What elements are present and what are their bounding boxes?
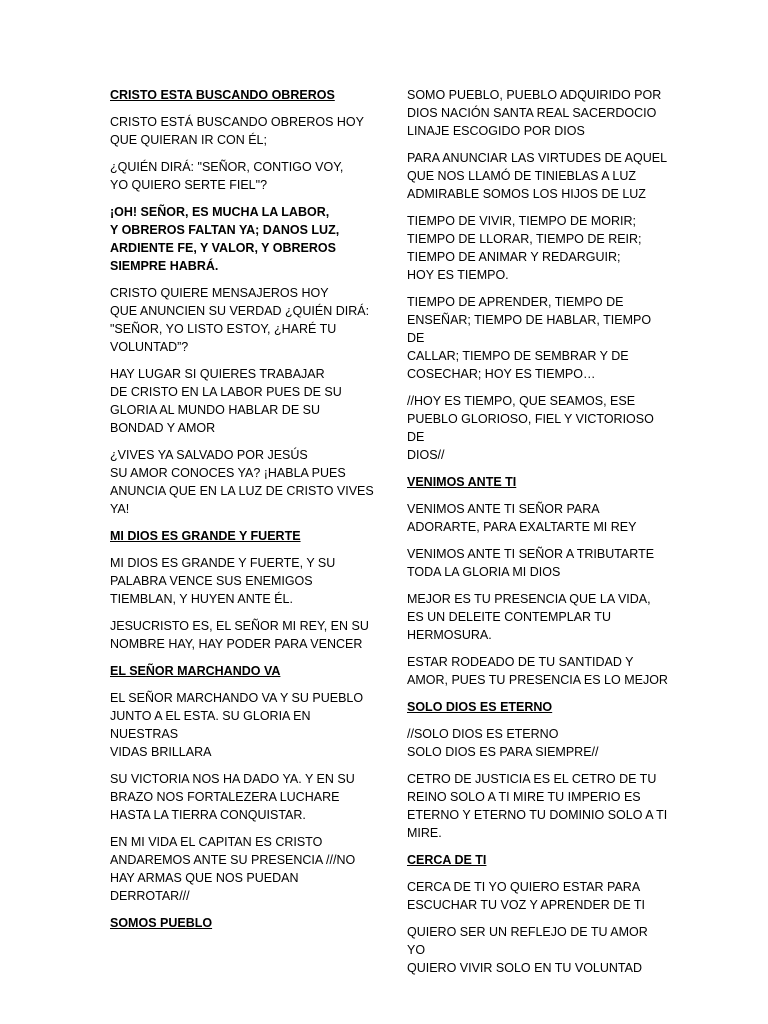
lyric-paragraph: TIEMPO DE VIVIR, TIEMPO DE MORIR; TIEMPO DE LLORAR, TIEMPO DE REIR; TIEMPO DE ANIMAR Y REDARGUIR; HOY ES TIEMPO. — [407, 214, 642, 282]
lyric-paragraph: VENIMOS ANTE TI SEÑOR PARA ADORARTE, PARA EXALTARTE MI REY — [407, 502, 637, 534]
song-title: VENIMOS ANTE TI — [407, 475, 517, 489]
song-title: MI DIOS ES GRANDE Y FUERTE — [110, 529, 301, 543]
lyric-paragraph: ¿VIVES YA SALVADO POR JESÚS SU AMOR CONOCES YA? ¡HABLA PUES ANUNCIA QUE EN LA LUZ DE CRISTO VIVES YA! — [110, 448, 374, 516]
song-title: EL SEÑOR MARCHANDO VA — [110, 664, 281, 678]
song-title: CRISTO ESTA BUSCANDO OBREROS — [110, 88, 335, 102]
left-column — [110, 86, 378, 941]
song-title: CERCA DE TI — [407, 853, 487, 867]
lyric-paragraph: //SOLO DIOS ES ETERNO SOLO DIOS ES PARA SIEMPRE// — [407, 727, 599, 759]
lyric-paragraph: MI DIOS ES GRANDE Y FUERTE, Y SU PALABRA VENCE SUS ENEMIGOS TIEMBLAN, Y HUYEN ANTE ÉL. — [110, 556, 336, 606]
lyric-paragraph: CETRO DE JUSTICIA ES EL CETRO DE TU REINO SOLO A TI MIRE TU IMPERIO ES ETERNO Y ETERNO TU DOMINIO SOLO A TI MIRE. — [407, 772, 668, 840]
lyric-paragraph: CERCA DE TI YO QUIERO ESTAR PARA ESCUCHAR TU VOZ Y APRENDER DE TI — [407, 880, 646, 912]
lyric-paragraph: JESUCRISTO ES, EL SEÑOR MI REY, EN SU NOMBRE HAY, HAY PODER PARA VENCER — [110, 619, 369, 651]
lyric-paragraph: ¡OH! SEÑOR, ES MUCHA LA LABOR, Y OBREROS FALTAN YA; DANOS LUZ, ARDIENTE FE, Y VALOR, Y OBREROS SIEMPRE HABRÁ. — [110, 205, 340, 273]
lyric-paragraph: VENIMOS ANTE TI SEÑOR A TRIBUTARTE TODA LA GLORIA MI DIOS — [407, 547, 655, 579]
lyric-paragraph: ¿QUIÉN DIRÁ: "SEÑOR, CONTIGO VOY, YO QUIERO SERTE FIEL"? — [110, 160, 344, 192]
lyric-paragraph: TIEMPO DE APRENDER, TIEMPO DE ENSEÑAR; TIEMPO DE HABLAR, TIEMPO DE CALLAR; TIEMPO DE SEMBRAR Y DE COSECHAR; HOY ES TIEMPO… — [407, 295, 652, 381]
right-column — [407, 86, 669, 986]
lyric-paragraph: EN MI VIDA EL CAPITAN ES CRISTO ANDAREMOS ANTE SU PRESENCIA ///NO HAY ARMAS QUE NOS PUEDAN DERROTAR/// — [110, 835, 356, 903]
lyric-paragraph: //HOY ES TIEMPO, QUE SEAMOS, ESE PUEBLO GLORIOSO, FIEL Y VICTORIOSO DE DIOS// — [407, 394, 654, 462]
lyric-paragraph: MEJOR ES TU PRESENCIA QUE LA VIDA, ES UN DELEITE CONTEMPLAR TU HERMOSURA. — [407, 592, 651, 642]
lyric-paragraph: SOMO PUEBLO, PUEBLO ADQUIRIDO POR DIOS NACIÓN SANTA REAL SACERDOCIO LINAJE ESCOGIDO POR DIOS — [407, 88, 662, 138]
lyric-paragraph: SU VICTORIA NOS HA DADO YA. Y EN SU BRAZO NOS FORTALEZERA LUCHARE HASTA LA TIERRA CONQUISTAR. — [110, 772, 355, 822]
lyric-paragraph: CRISTO ESTÁ BUSCANDO OBREROS HOY QUE QUIERAN IR CON ÉL; — [110, 115, 364, 147]
lyric-paragraph: QUIERO SER UN REFLEJO DE TU AMOR YO QUIERO VIVIR SOLO EN TU VOLUNTAD — [407, 925, 648, 975]
song-title: SOLO DIOS ES ETERNO — [407, 700, 553, 714]
lyric-paragraph: ESTAR RODEADO DE TU SANTIDAD Y AMOR, PUES TU PRESENCIA ES LO MEJOR — [407, 655, 668, 687]
song-title: SOMOS PUEBLO — [110, 916, 213, 930]
lyric-paragraph: PARA ANUNCIAR LAS VIRTUDES DE AQUEL QUE NOS LLAMÓ DE TINIEBLAS A LUZ ADMIRABLE SOMOS LOS HIJOS DE LUZ — [407, 151, 668, 201]
lyric-paragraph: CRISTO QUIERE MENSAJEROS HOY QUE ANUNCIEN SU VERDAD ¿QUIÉN DIRÁ: "SEÑOR, YO LISTO ESTOY, ¿HARÉ TU VOLUNTAD”? — [110, 286, 370, 354]
lyric-paragraph: HAY LUGAR SI QUIERES TRABAJAR DE CRISTO EN LA LABOR PUES DE SU GLORIA AL MUNDO HABLAR DE SU BONDAD Y AMOR — [110, 367, 342, 435]
lyric-paragraph: EL SEÑOR MARCHANDO VA Y SU PUEBLO JUNTO A EL ESTA. SU GLORIA EN NUESTRAS VIDAS BRILLARA — [110, 691, 364, 759]
